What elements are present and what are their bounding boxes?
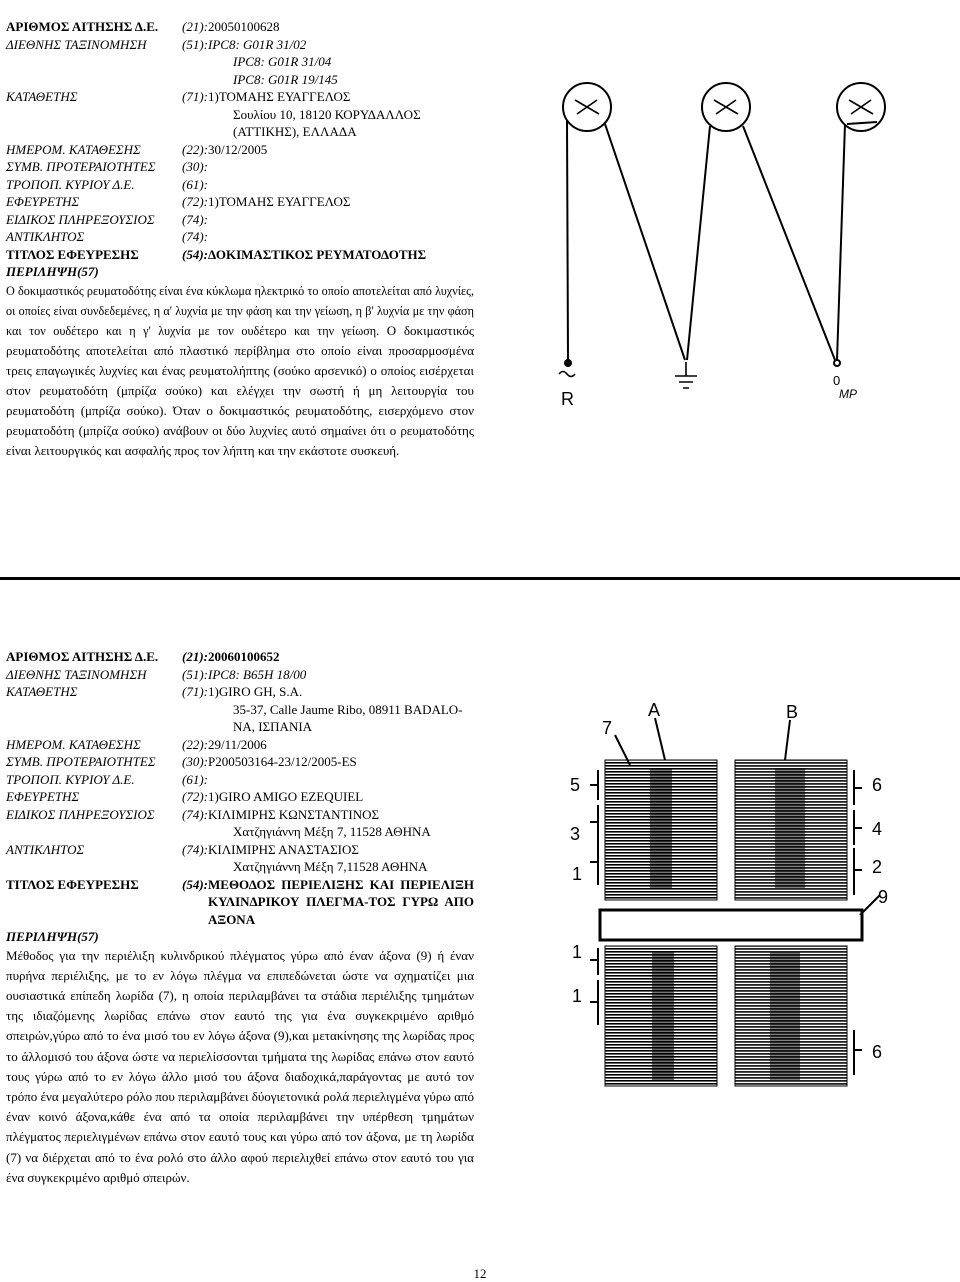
- field-value: 1)GIRO GH, S.A.: [208, 684, 303, 699]
- figure-label-mp: MP: [839, 387, 857, 401]
- field-label: ΔΙΕΘΝΗΣ ΤΑΞΙΝΟΜΗΣΗ: [6, 36, 147, 52]
- field-attorney: [6, 228, 474, 246]
- field-value: 1)ΤΟΜΑΗΣ ΕΥΑΓΓΕΛΟΣ: [208, 89, 351, 104]
- section-divider: [0, 577, 960, 580]
- field-label: ΕΙΔΙΚΟΣ ΠΛΗΡΕΞΟΥΣΙΟΣ: [6, 806, 155, 822]
- field-title: [6, 246, 474, 264]
- applicant-address-2: (ΑΤΤΙΚΗΣ), ΕΛΛΑΔΑ: [233, 124, 357, 139]
- field-code: (22):: [182, 736, 208, 752]
- field-attorney: [6, 841, 474, 859]
- field-agent: [6, 806, 474, 824]
- field-code: (22):: [182, 141, 208, 157]
- ground-symbol: [675, 362, 697, 388]
- field-value: 1)GIRO AMIGO EZEQUIEL: [208, 789, 364, 804]
- field-code: (74):: [182, 806, 208, 822]
- label-9: 9: [878, 887, 889, 907]
- patent-entry-1: [6, 18, 474, 461]
- abstract-text: [6, 281, 474, 461]
- field-value: ΚΙΛΙΜΙΡΗΣ ΑΝΑΣΤΑΣΙΟΣ: [208, 841, 359, 857]
- label-5: 5: [570, 775, 581, 795]
- field-value: 30/12/2005: [208, 141, 268, 157]
- field-classification: [6, 666, 474, 684]
- applicant-address-1: 35-37, Calle Jaume Ribo, 08911 BADALO-: [233, 701, 463, 717]
- label-2: 2: [872, 857, 883, 877]
- field-label: ΑΡΙΘΜΟΣ ΑΙΤΗΣΗΣ Δ.Ε.: [6, 649, 159, 664]
- field-label: ΕΦΕΥΡΕΤΗΣ: [6, 194, 80, 209]
- field-code: (71):: [182, 89, 208, 104]
- field-code: (54):: [182, 876, 208, 892]
- field-amendment: [6, 176, 474, 194]
- wire-b-to-ground: [687, 126, 710, 360]
- field-label: ΤΙΤΛΟΣ ΕΦΕΥΡΕΣΗΣ: [6, 876, 139, 892]
- field-label: ΤΙΤΛΟΣ ΕΦΕΥΡΕΣΗΣ: [6, 246, 139, 262]
- field-code: (74):: [182, 211, 208, 227]
- label-6b: 6: [872, 1042, 883, 1062]
- tilde-symbol: [559, 372, 575, 377]
- field-code: (72):: [182, 194, 208, 209]
- field-code: (61):: [182, 771, 208, 787]
- field-label: ΗΜΕΡΟΜ. ΚΑΤΑΘΕΣΗΣ: [6, 141, 141, 157]
- ipc-extra-2: IPC8: G01R 19/145: [233, 71, 338, 87]
- abstract-text: Μέθοδος για την περιέλιξη κυλινδρικού πλέγματος γύρω από έναν άξονα (9) ή έναν πυρήνα περιέλιξης, με το εν λόγω πλέγμα να επιπεδώνεται ώστε να σχηματίζει μια ουσιαστικά επίπεδη λωρίδα (7), η οποία περιλαμβάνει τα στάδια περιέλιξης τμημάτων της ιδιαζόμενης λωρίδας επάνω στον εαυτό της για ένα συγκεκριμένο αριθμό σπειρών,γύρω από το ένα μισό του εν λόγω άξονα (9),και μετακίνησης της λωρίδας προς το άλλομισό του άξονα ώστε να περιελίσσονται τμήματα της λωρίδας επάνω στον εαυτό τους γύρω από το εν λόγω άλλο μισό του άξονα διαδοχικά,παράγοντας με αυτό τον τρόπο ένα μεγαλύτερο ρόλο που περιλαμβάνει δύογιετονικά ρολά περιελιγμένα γύρω από έναν κοινό άξονα,κάθε ένα από τα οποία περιλαμβάνει την υπέρθεση τμημάτων πλέγματος περιελιγμένων επάνω στον εαυτό τους και γύρω από τον άξονα, με τη λωρίδα (7) να διέρχεται από το ένα ρολό στο άλλο αφού περιελιχθεί επάνω στον εαυτό του για ένα συγκεκριμένο αριθμό σπειρών.: [6, 947, 475, 1185]
- applicant-address-1: Σουλίου 10, 18120 ΚΟΡΥΔΑΛΛΟΣ: [233, 106, 421, 122]
- abstract-heading: ΠΕΡΙΛΗΨΗ(57): [6, 264, 99, 279]
- field-priority: [6, 753, 474, 771]
- figure-label-o: 0: [833, 373, 841, 388]
- label-7: 7: [602, 718, 613, 738]
- field-filing-date: [6, 141, 474, 159]
- field-priority: [6, 158, 474, 176]
- wire-b-to-neutral: [743, 126, 835, 360]
- page-number: 12: [473, 1266, 487, 1281]
- field-agent: [6, 211, 474, 229]
- figure-label-r: R: [561, 389, 574, 409]
- field-code: (71):: [182, 684, 208, 699]
- field-code: (51):: [182, 36, 208, 52]
- field-code: (54):: [182, 246, 208, 262]
- field-application-number: [6, 18, 474, 36]
- abstract-part-1: Ο δοκιμαστικός ρευματοδότης είναι ένα κύκλωμα ηλεκτρικό το οποίο αποτελείται από λυχνίες, οι οποίες είναι συνδεδεμένες, η α' λυχνία με την φάση και την γείωση, η β' λυχνία με την φάση και τον ουδέτερο και η γ' λυχνία με τον ουδέτερο και την γείωση.: [6, 283, 474, 338]
- field-code: (61):: [182, 176, 208, 192]
- field-value: 20050100628: [208, 19, 280, 34]
- field-applicant: [6, 88, 474, 106]
- agent-address: Χατζηγιάννη Μέξη 7, 11528 ΑΘΗΝΑ: [233, 824, 431, 839]
- field-code: (21):: [182, 19, 208, 34]
- label-b: B: [786, 702, 799, 722]
- field-applicant: [6, 683, 474, 701]
- wire-c-left: [847, 122, 877, 124]
- field-classification: [6, 36, 474, 54]
- field-value: IPC8: B65H 18/00: [208, 666, 307, 682]
- axis-bar: [600, 910, 862, 940]
- field-application-number: [6, 648, 474, 666]
- field-label: ΣΥΜΒ. ΠΡΟΤΕΡΑΙΟΤΗΤΕΣ: [6, 754, 156, 769]
- field-value: ΔΟΚΙΜΑΣΤΙΚΟΣ ΡΕΥΜΑΤΟΔΟΤΗΣ: [208, 246, 427, 262]
- field-value: 20060100652: [208, 649, 280, 664]
- applicant-address-2: NA, ΙΣΠΑΝΙΑ: [233, 719, 313, 734]
- field-label: ΕΦΕΥΡΕΤΗΣ: [6, 789, 80, 804]
- wire-c-to-neutral: [837, 124, 845, 360]
- field-value: 1)ΤΟΜΑΗΣ ΕΥΑΓΓΕΛΟΣ: [208, 194, 351, 209]
- field-label: ΤΡΟΠΟΠ. ΚΥΡΙΟΥ Δ.Ε.: [6, 176, 135, 192]
- label-3: 3: [570, 824, 581, 844]
- field-title: [6, 876, 474, 929]
- ipc-extra-1: IPC8: G01R 31/04: [233, 54, 332, 69]
- label-1b: 1: [572, 942, 583, 962]
- field-label: ΚΑΤΑΘΕΤΗΣ: [6, 89, 78, 104]
- field-label: ΑΝΤΙΚΛΗΤΟΣ: [6, 841, 85, 857]
- field-code: (74):: [182, 841, 208, 857]
- field-code: (21):: [182, 649, 208, 664]
- field-label: ΤΡΟΠΟΠ. ΚΥΡΙΟΥ Δ.Ε.: [6, 771, 135, 787]
- label-1c: 1: [572, 986, 583, 1006]
- field-code: (74):: [182, 229, 208, 244]
- field-value: 29/11/2006: [208, 736, 267, 752]
- attorney-address: Χατζηγιάννη Μέξη 7,11528 ΑΘΗΝΑ: [233, 859, 428, 874]
- field-value: P200503164-23/12/2005-ES: [208, 754, 357, 769]
- field-code: (30):: [182, 159, 208, 174]
- field-value: IPC8: G01R 31/02: [208, 36, 307, 52]
- field-label: ΣΥΜΒ. ΠΡΟΤΕΡΑΙΟΤΗΤΕΣ: [6, 159, 156, 174]
- winding-figure: [560, 690, 940, 1090]
- field-inventor: [6, 193, 474, 211]
- wire-a-to-ground: [605, 124, 685, 360]
- label-6a: 6: [872, 775, 883, 795]
- field-inventor: [6, 788, 474, 806]
- field-label: ΗΜΕΡΟΜ. ΚΑΤΑΘΕΣΗΣ: [6, 736, 141, 752]
- field-value: ΜΕΘΟΔΟΣ ΠΕΡΙΕΛΙΞΗΣ ΚΑΙ ΠΕΡΙΕΛΙΞΗ ΚΥΛΙΝΔΡΙΚΟΥ ΠΛΕΓΜΑ-ΤΟΣ ΓΥΡΩ ΑΠΟ ΑΞΟΝΑ: [208, 876, 474, 927]
- abstract-heading: ΠΕΡΙΛΗΨΗ(57): [6, 929, 99, 944]
- field-label: ΔΙΕΘΝΗΣ ΤΑΞΙΝΟΜΗΣΗ: [6, 666, 147, 682]
- field-code: (30):: [182, 754, 208, 769]
- abstract-part-2: Ο δοκιμαστικός ρευματοδότης αποτελείται από πλαστικό περίβλημα στο οποίο είναι προσαρμοσμένα τρεις επαγωγικές λυχνίες και ένας ρευματολήπτης (σούκο αρσενικό) ο οποίος εισέρχεται στον ρευματοδότη (μπρίζα σούκο) και ελέγχει την σωστή ή μη λειτουργία του ρευματοδότη (μπρίζα σούκο). Όταν ο δοκιμαστικός ρευματοδότης, εισερχόμενο στον ρευματοδότη (μπρίζα σούκο) ανάβουν οι δύο λυχνίες αυτό σημαίνει ότι ο ρευματοδότης είναι λειτουργικός και ασφαλής προς τον λήπτη και την εκάστοτε συσκευή.: [6, 322, 474, 458]
- field-code: (72):: [182, 789, 208, 804]
- field-label: ΑΝΤΙΚΛΗΤΟΣ: [6, 229, 85, 244]
- field-label: ΕΙΔΙΚΟΣ ΠΛΗΡΕΞΟΥΣΙΟΣ: [6, 211, 155, 227]
- patent-entry-2: [6, 648, 474, 1188]
- label-4: 4: [872, 819, 883, 839]
- field-value: ΚΙΛΙΜΙΡΗΣ ΚΩΝΣΤΑΝΤΙΝΟΣ: [208, 806, 380, 822]
- label-1a: 1: [572, 864, 583, 884]
- field-label: ΚΑΤΑΘΕΤΗΣ: [6, 684, 78, 699]
- field-amendment: [6, 771, 474, 789]
- label-a: A: [648, 700, 661, 720]
- field-label: ΑΡΙΘΜΟΣ ΑΙΤΗΣΗΣ Δ.Ε.: [6, 19, 159, 34]
- field-code: (51):: [182, 666, 208, 682]
- wire-left: [567, 120, 568, 360]
- circuit-figure: [545, 60, 950, 415]
- field-filing-date: [6, 736, 474, 754]
